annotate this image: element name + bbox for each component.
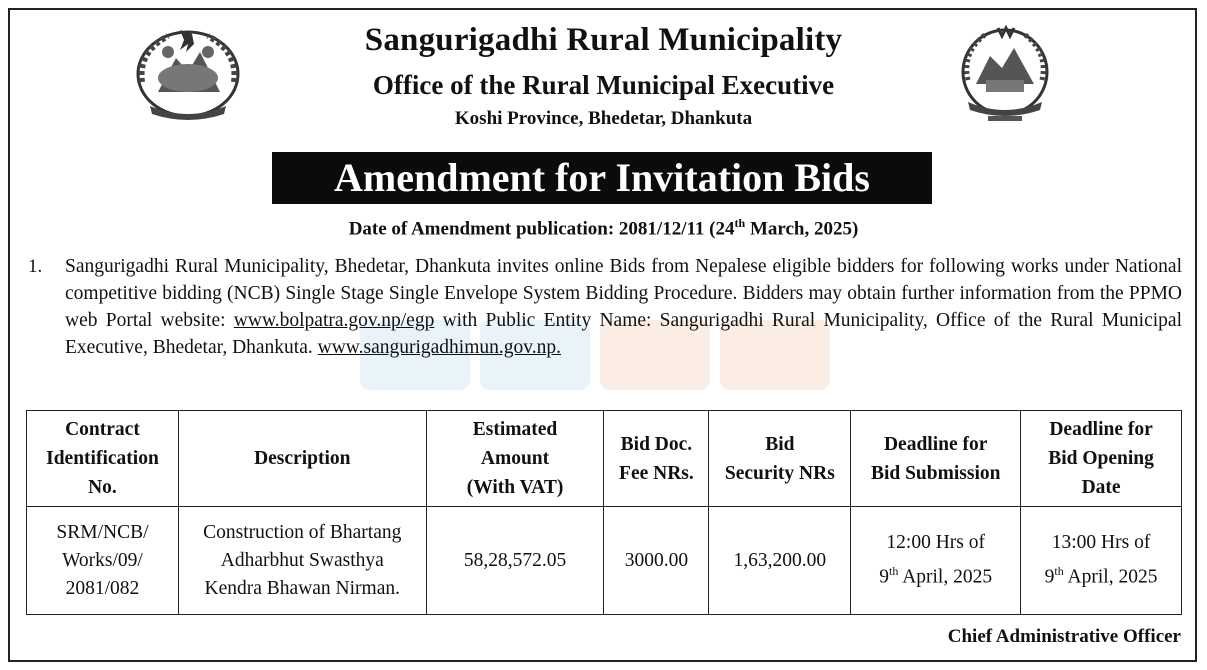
amendment-date-rest: March, 2025) <box>745 218 859 240</box>
amendment-date-text: Date of Amendment publication: 2081/12/11 (24 <box>348 218 735 240</box>
municipality-name: Sangurigadhi Rural Municipality <box>364 22 843 58</box>
header-contract-id <box>27 411 179 507</box>
header-text: Bid Opening <box>1048 448 1154 469</box>
cell-date <box>1025 557 1177 592</box>
cell-opening-deadline <box>1021 507 1182 615</box>
cell-text: Works/09/ <box>62 549 143 571</box>
header-text: Identification <box>46 448 159 469</box>
header-text: Bid <box>765 433 795 455</box>
header-text: Date <box>1081 477 1121 498</box>
signature-title: Chief Administrative Officer <box>947 626 1181 647</box>
header-text: Estimated <box>472 419 558 440</box>
table-row <box>27 507 1182 615</box>
office-name: Office of the Rural Municipal Executive <box>372 70 835 100</box>
header-text: Fee NRs. <box>619 462 694 484</box>
cell-day-suffix: th <box>1054 564 1064 579</box>
notice-paragraph <box>65 253 1182 361</box>
bids-table <box>26 410 1182 615</box>
header-bid-security <box>709 411 851 507</box>
cell-text: 13:00 Hrs of <box>1051 532 1151 554</box>
municipality-website-link[interactable]: www.sangurigadhimun.gov.np. <box>317 337 561 358</box>
cell-text: Construction of Bhartang <box>203 521 402 543</box>
office-location: Koshi Province, Bhedetar, Dhankuta <box>454 108 753 129</box>
header-text: Deadline for <box>883 433 988 455</box>
cell-bid-security: 1,63,200.00 <box>709 507 851 615</box>
header-submission-deadline <box>851 411 1021 507</box>
header-text: Contract <box>65 419 140 440</box>
cell-date <box>855 557 1016 592</box>
header-text: Amount <box>480 448 550 469</box>
cell-description <box>178 507 426 615</box>
cell-day-suffix: th <box>889 564 899 579</box>
header-text: Bid Doc. <box>620 433 693 455</box>
header-opening-deadline <box>1021 411 1182 507</box>
amendment-date-suffix: th <box>734 216 746 230</box>
cell-bid-fee: 3000.00 <box>604 507 709 615</box>
cell-text: 2081/082 <box>65 577 140 599</box>
cell-day: 9 <box>1044 566 1055 588</box>
header-text: Security NRs <box>724 462 835 484</box>
cell-estimated-amount: 58,28,572.05 <box>426 507 604 615</box>
bolpatra-link[interactable]: www.bolpatra.gov.np/egp <box>233 310 435 331</box>
header-text: Deadline for <box>1049 419 1153 440</box>
header-estimated-amount <box>426 411 604 507</box>
notice-text-1: Sangurigadhi Rural Municipality, Bhedetar, Dhankuta invites online Bids from Nepalese eligible bidders for following works under National competitive bidding (NCB) Single Stage Single Envelope System Bidding Procedure. Bidders may obtain further information from the PPMO web Portal website: <box>65 256 1182 331</box>
cell-month-year: April, 2025 <box>898 566 993 588</box>
cell-day: 9 <box>879 566 890 588</box>
cell-text: SRM/NCB/ <box>56 521 149 543</box>
cell-text: 12:00 Hrs of <box>886 532 985 554</box>
table-header-row <box>27 411 1182 507</box>
cell-submission-deadline <box>851 507 1021 615</box>
amendment-date <box>0 216 1207 240</box>
cell-text: Adharbhut Swasthya <box>220 549 384 571</box>
header-bid-fee <box>604 411 709 507</box>
header-text: (With VAT) <box>466 477 564 498</box>
notice-banner: Amendment for Invitation Bids <box>272 152 932 204</box>
cell-month-year: April, 2025 <box>1063 566 1158 588</box>
header-description <box>178 411 426 507</box>
cell-contract-id <box>27 507 179 615</box>
header-text: Description <box>254 448 351 469</box>
header-text: No. <box>88 477 117 498</box>
header-text: Bid Submission <box>870 462 1001 484</box>
notice-text-2: with Public Entity Name: Sangurigadhi Rural Municipality, Office of the Rural Municipal Executive, Bhedetar, Dhankuta. <box>65 310 1182 358</box>
cell-text: Kendra Bhawan Nirman. <box>204 577 400 599</box>
paragraph-number: 1. <box>28 256 43 277</box>
